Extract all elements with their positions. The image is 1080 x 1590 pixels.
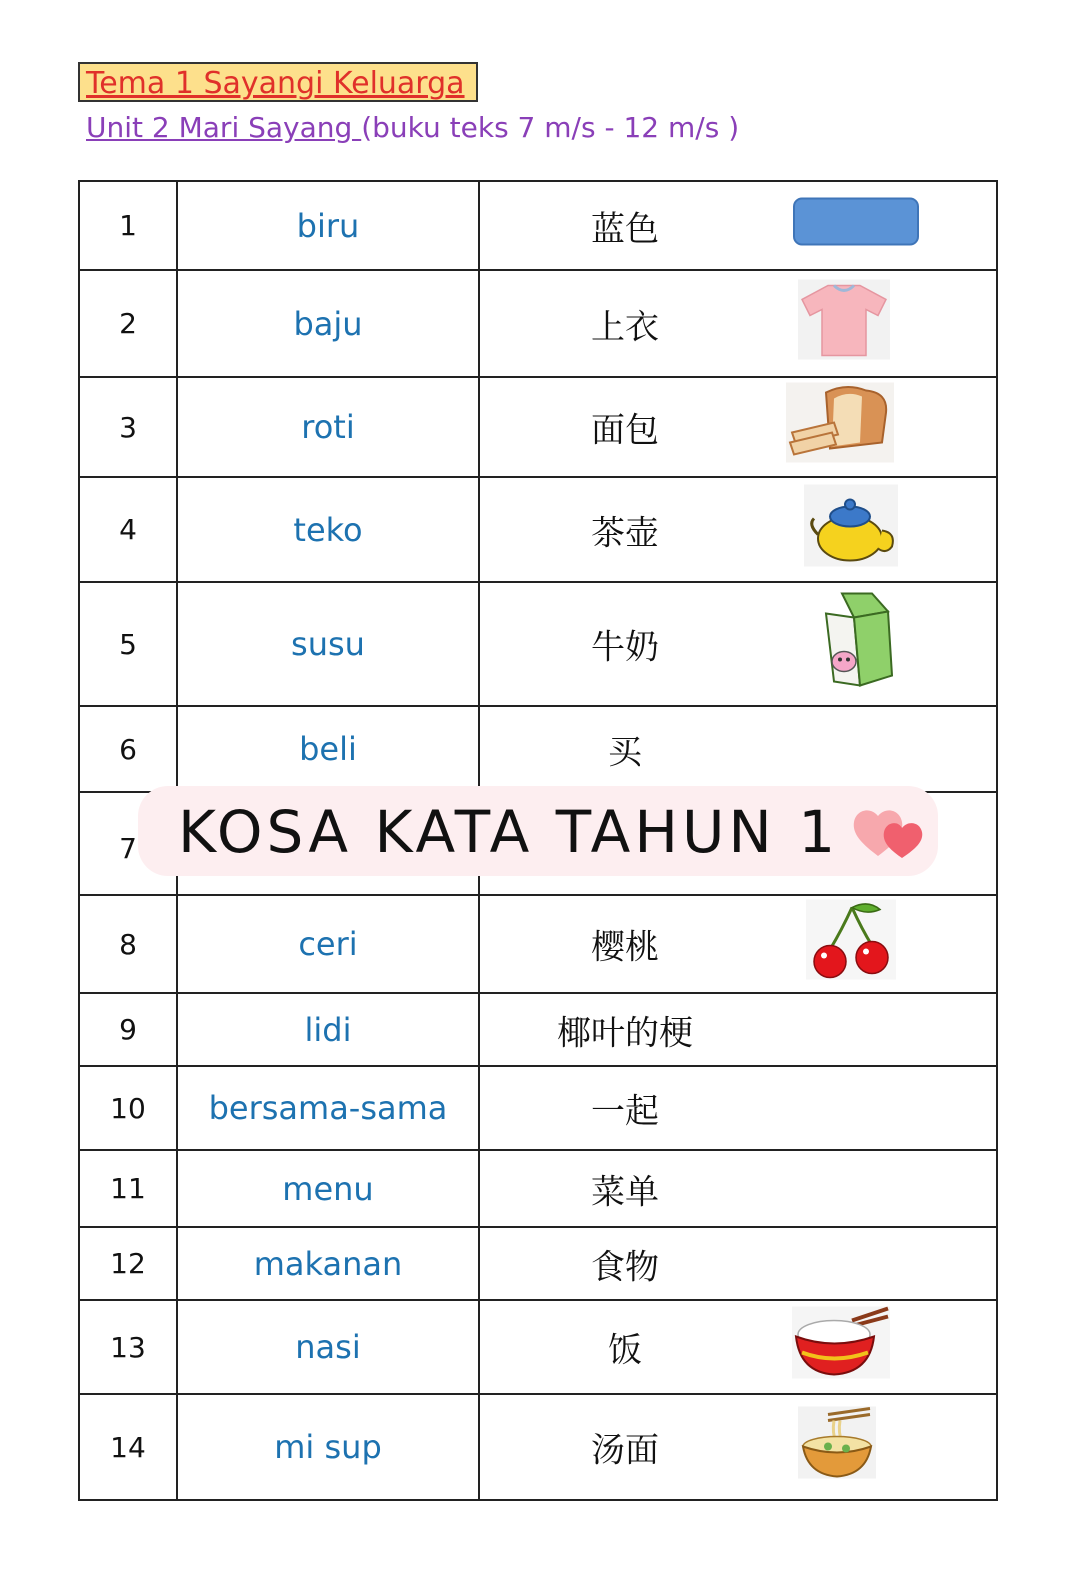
chinese-word: 汤面	[591, 1430, 659, 1471]
bread-icon	[786, 383, 894, 472]
malay-word: beli	[177, 706, 479, 792]
unit-title: Unit 2 Mari Sayang	[86, 111, 362, 144]
milk-carton-icon	[802, 588, 912, 701]
malay-word: bersama-sama	[177, 1066, 479, 1150]
row-number: 12	[79, 1227, 177, 1300]
rice-bowl-icon	[792, 1307, 890, 1388]
malay-word: roti	[177, 377, 479, 477]
chinese-word: 菜单	[591, 1172, 659, 1212]
malay-word: nasi	[177, 1300, 479, 1394]
row-number: 8	[79, 895, 177, 993]
hearts-icon	[852, 804, 928, 866]
row-number: 7	[79, 792, 177, 895]
banner-title: KOSA KATA TAHUN 1	[178, 798, 840, 866]
table-row	[79, 1066, 997, 1150]
table-row	[79, 181, 997, 270]
table-row	[79, 377, 997, 477]
chinese-cell	[479, 1300, 997, 1394]
malay-word: baju	[177, 270, 479, 377]
chinese-cell	[479, 1150, 997, 1227]
malay-word: lidi	[177, 993, 479, 1066]
chinese-word: 食物	[591, 1247, 659, 1287]
table-row	[79, 1300, 997, 1394]
row-number: 10	[79, 1066, 177, 1150]
malay-word: mi sup	[177, 1394, 479, 1500]
chinese-cell	[479, 895, 997, 993]
row-number: 5	[79, 582, 177, 706]
chinese-word: 牛奶	[591, 627, 659, 668]
row-number: 1	[79, 181, 177, 270]
row-number: 13	[79, 1300, 177, 1394]
unit-subtitle	[86, 108, 739, 148]
malay-word: teko	[177, 477, 479, 582]
table-row	[79, 895, 997, 993]
chinese-word: 面包	[591, 410, 659, 451]
chinese-word: 椰叶的梗	[557, 1013, 693, 1053]
chinese-word: 樱桃	[591, 927, 659, 968]
chinese-word: 蓝色	[591, 209, 659, 249]
teapot-icon	[804, 484, 898, 575]
chinese-cell	[479, 270, 997, 377]
chinese-cell	[479, 377, 997, 477]
table-row	[79, 706, 997, 792]
theme-title: Tema 1 Sayangi Keluarga	[86, 66, 465, 101]
row-number: 9	[79, 993, 177, 1066]
table-row	[79, 1150, 997, 1227]
chinese-cell	[479, 477, 997, 582]
chinese-cell	[479, 993, 997, 1066]
row-number: 6	[79, 706, 177, 792]
shirt-icon	[798, 279, 890, 368]
table-row	[79, 582, 997, 706]
chinese-word: 饭	[608, 1330, 642, 1371]
chinese-cell	[479, 706, 997, 792]
table-row	[79, 1394, 997, 1500]
blue-rectangle-icon	[792, 196, 920, 255]
row-number: 4	[79, 477, 177, 582]
row-number: 11	[79, 1150, 177, 1227]
chinese-word: 买	[608, 732, 642, 773]
chinese-cell	[479, 1227, 997, 1300]
row-number: 3	[79, 377, 177, 477]
chinese-cell	[479, 1066, 997, 1150]
table-row	[79, 477, 997, 582]
chinese-word: 上衣	[591, 307, 659, 347]
malay-word: makanan	[177, 1227, 479, 1300]
chinese-cell	[479, 181, 997, 270]
unit-textbook-pages: (buku teks 7 m/s - 12 m/s )	[361, 111, 740, 144]
malay-word: ceri	[177, 895, 479, 993]
table-row	[79, 1227, 997, 1300]
malay-word: menu	[177, 1150, 479, 1227]
chinese-cell	[479, 1394, 997, 1500]
chinese-word: 一起	[591, 1091, 659, 1132]
row-number: 14	[79, 1394, 177, 1500]
chinese-cell	[479, 582, 997, 706]
malay-word: susu	[177, 582, 479, 706]
chinese-word: 茶壶	[591, 513, 659, 553]
malay-word: biru	[177, 181, 479, 270]
table-row	[79, 993, 997, 1066]
noodle-soup-icon	[798, 1407, 876, 1488]
row-number: 2	[79, 270, 177, 377]
table-row	[79, 270, 997, 377]
cherry-icon	[806, 900, 896, 989]
